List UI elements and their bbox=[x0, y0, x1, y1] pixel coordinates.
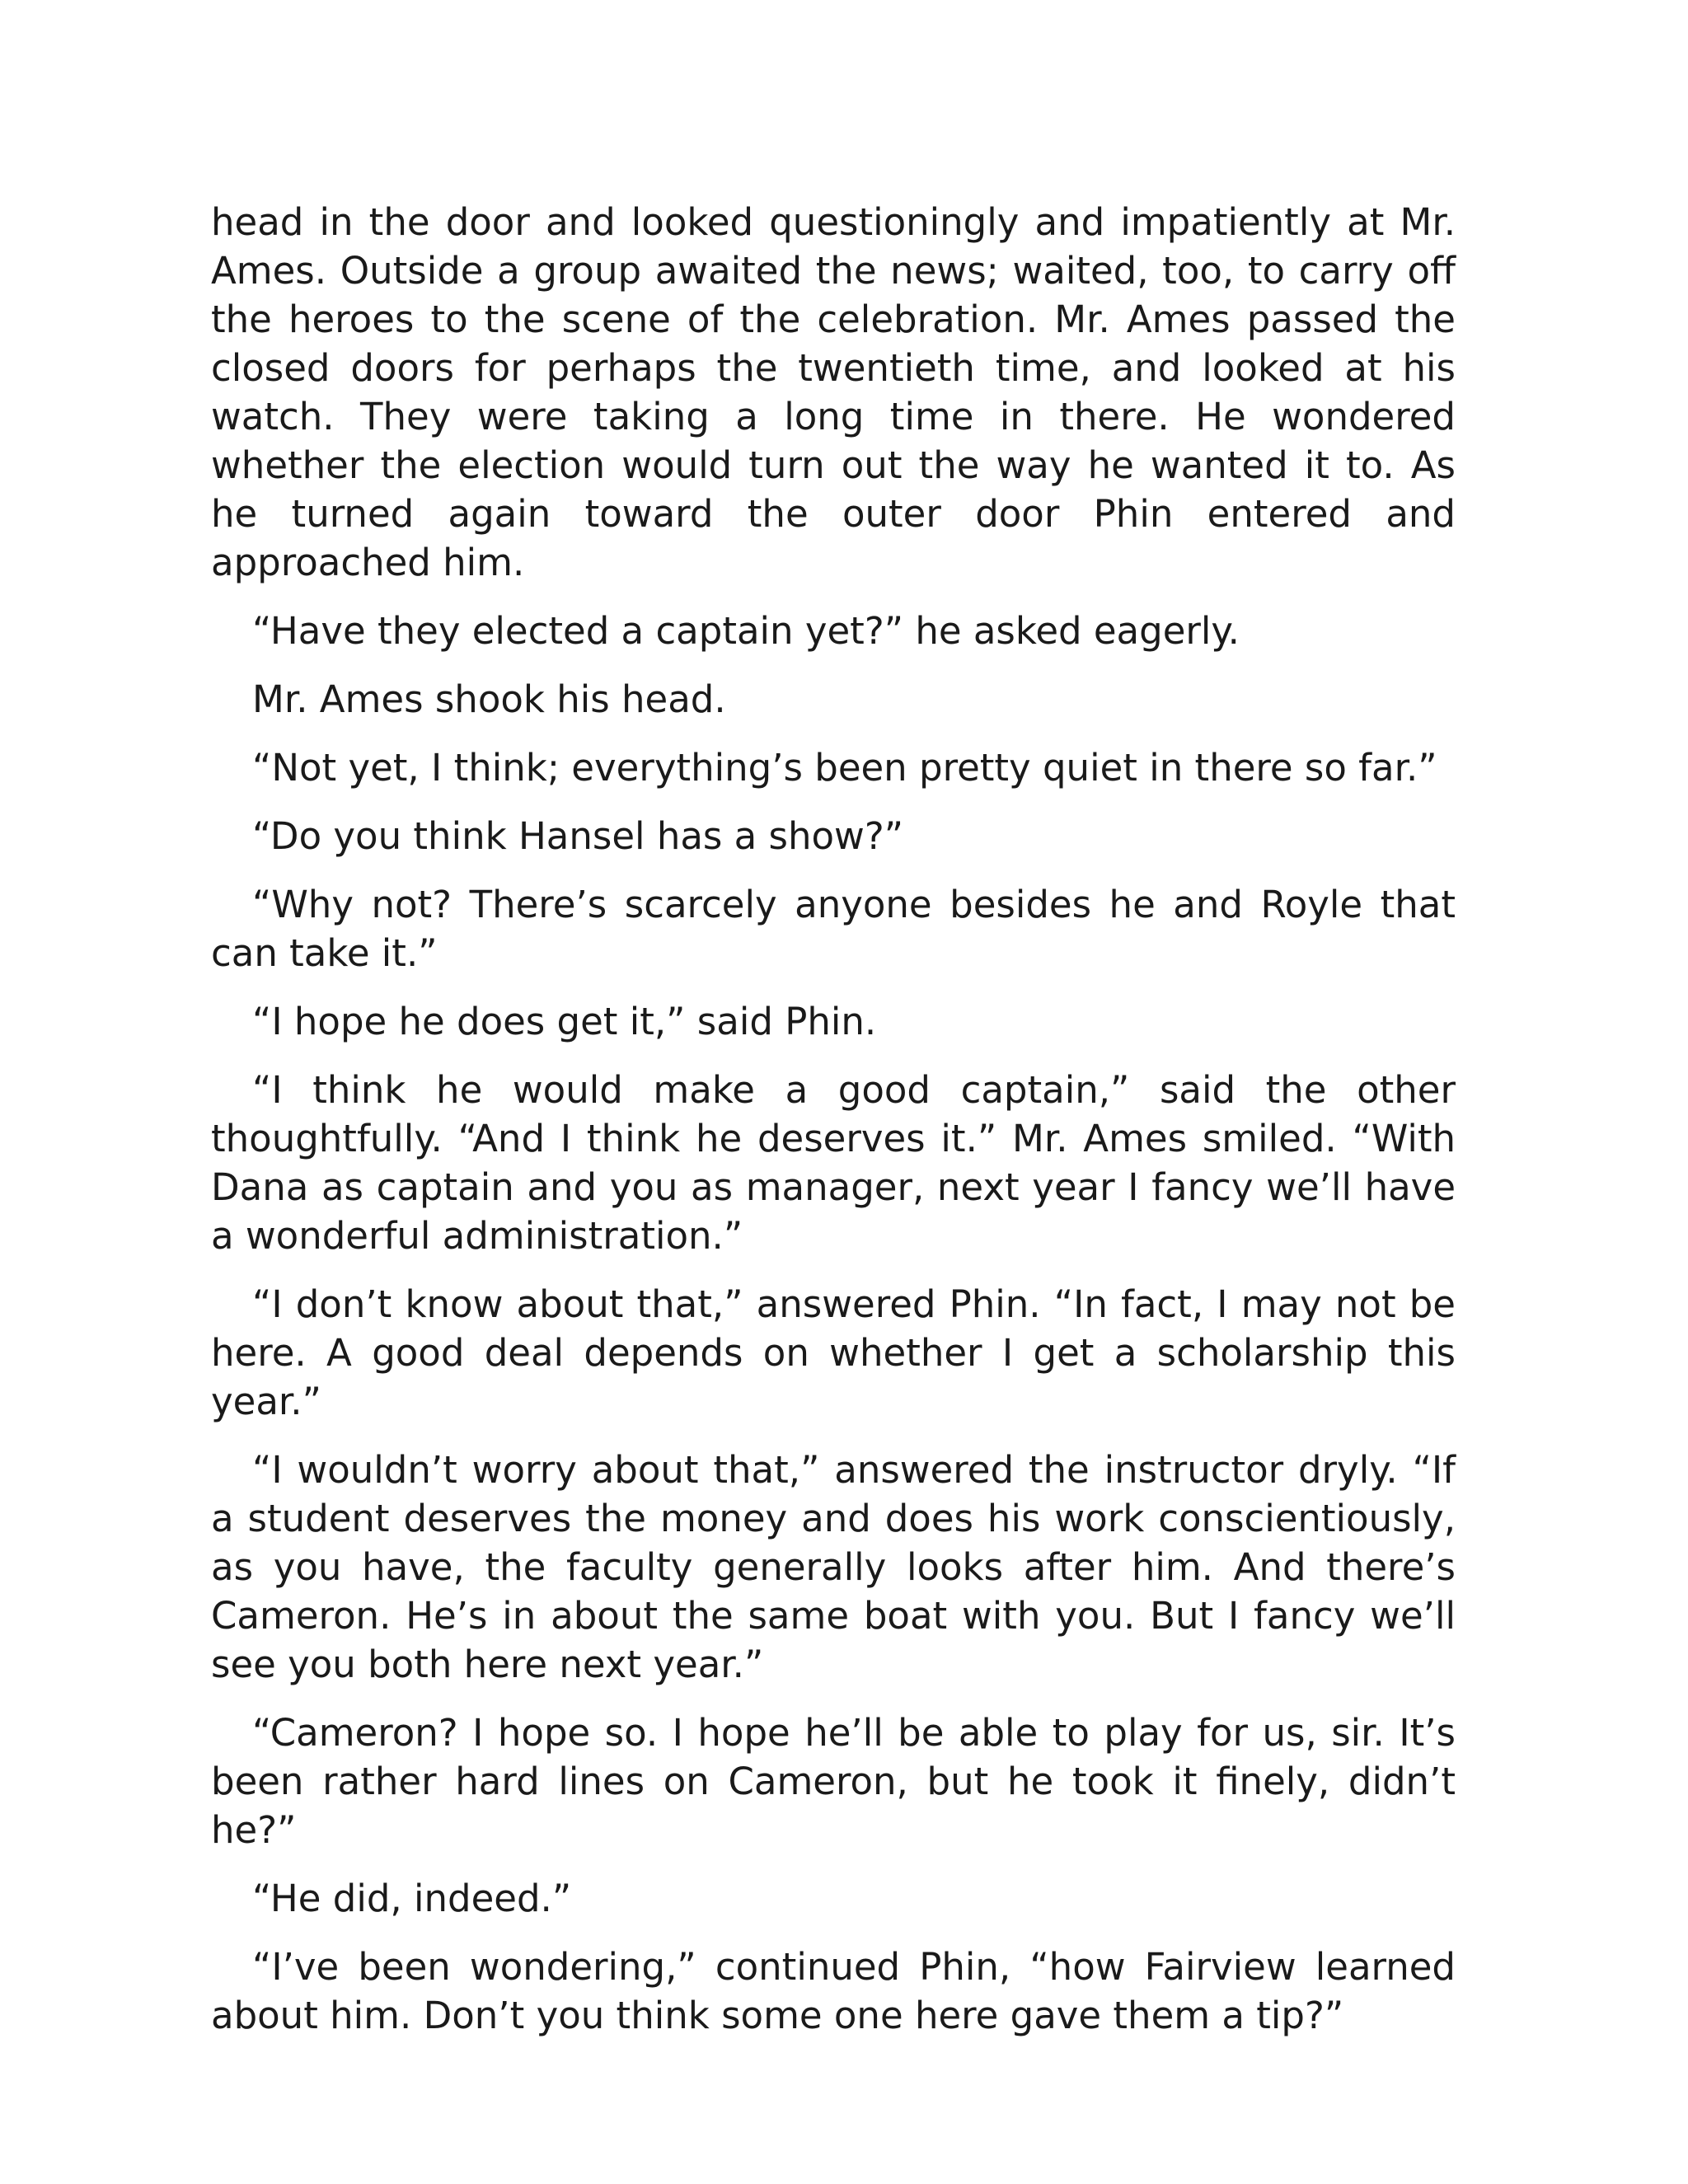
paragraph-10: “I wouldn’t worry about that,” answered the instructor dryly. “If a student deserves the money and does his work conscientiously, as you have, the faculty generally looks after him. And there’s Cameron. He’s in about the same boat with you. But I fancy we’ll see you both here next year.” bbox=[211, 1448, 1456, 1686]
paragraph-5: “Do you think Hansel has a show?” bbox=[252, 814, 904, 858]
paragraph-9: “I don’t know about that,” answered Phin. “In fact, I may not be here. A good deal depends on whether I get a scholarship this year.” bbox=[211, 1282, 1456, 1423]
page-body bbox=[211, 198, 1456, 2060]
paragraph-3: Mr. Ames shook his head. bbox=[252, 677, 726, 721]
paragraph-1: head in the door and looked questioningly and impatiently at Mr. Ames. Outside a group awaited the news; waited, too, to carry off the heroes to the scene of the celebration. Mr. Ames passed the closed doors for perhaps the twentieth time, and looked at his watch. They were taking a long time in there. He wondered whether the election would turn out the way he wanted it to. As he turned again toward the outer door Phin entered and approached him. bbox=[211, 200, 1456, 584]
paragraph-13: “I’ve been wondering,” continued Phin, “how Fairview learned about him. Don’t you think some one here gave them a tip?” bbox=[211, 1945, 1456, 2037]
paragraph-4: “Not yet, I think; everything’s been pretty quiet in there so far.” bbox=[252, 746, 1437, 790]
paragraph-12: “He did, indeed.” bbox=[252, 1877, 572, 1920]
paragraph-11: “Cameron? I hope so. I hope he’ll be able to play for us, sir. It’s been rather hard lines on Cameron, but he took it finely, didn’t he?” bbox=[211, 1711, 1456, 1852]
paragraph-8: “I think he would make a good captain,” said the other thoughtfully. “And I think he deserves it.” Mr. Ames smiled. “With Dana as captain and you as manager, next year I fancy we’ll have a wonderful administration.” bbox=[211, 1068, 1456, 1258]
paragraph-7: “I hope he does get it,” said Phin. bbox=[252, 1000, 877, 1043]
paragraph-2: “Have they elected a captain yet?” he asked eagerly. bbox=[252, 609, 1240, 653]
paragraph-6: “Why not? There’s scarcely anyone besides he and Royle that can take it.” bbox=[211, 883, 1456, 975]
